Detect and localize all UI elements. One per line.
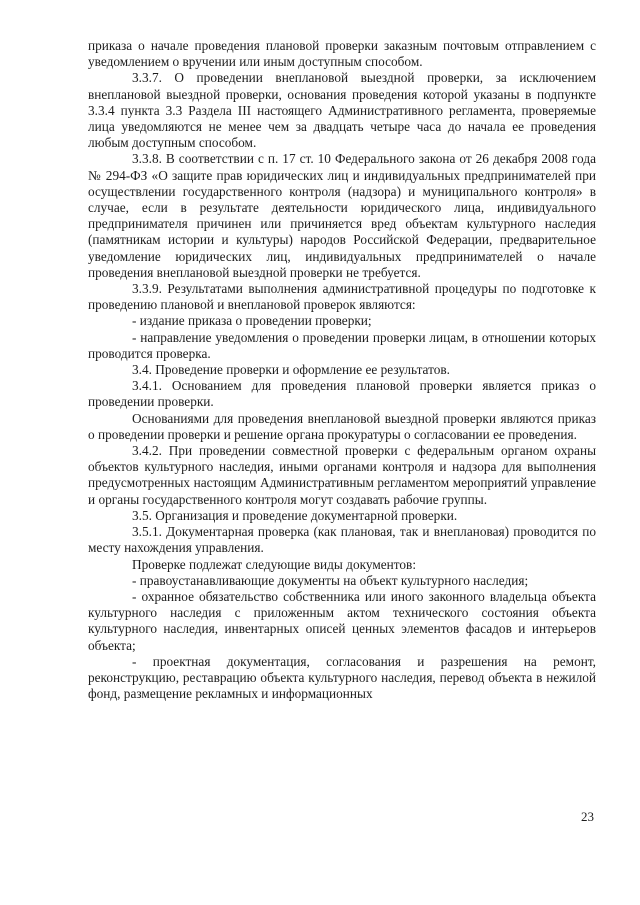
paragraph-3-3-9: 3.3.9. Результатами выполнения административной процедуры по подготовке к проведению плановой и внеплановой проверок являются:: [88, 281, 596, 313]
list-item-project-documentation: - проектная документация, согласования и разрешения на ремонт, реконструкцию, реставрацию объекта культурного наследия, перевод объекта в нежилой фонд, размещение рекламных и информационных: [88, 653, 596, 702]
list-item-title-documents: - правоустанавливающие документы на объект культурного наследия;: [132, 572, 529, 588]
paragraph-3-5-1: 3.5.1. Документарная проверка (как плановая, так и внеплановая) проводится по месту нахождения управления.: [88, 524, 596, 556]
document-body: [88, 38, 596, 702]
paragraph-document-types: Проверке подлежат следующие виды документов:: [132, 556, 417, 572]
heading-3-4: 3.4. Проведение проверки и оформление ее результатов.: [132, 362, 450, 378]
paragraph-3-4-1: 3.4.1. Основанием для проведения плановой проверки является приказ о проведении проверки.: [88, 378, 596, 410]
page-number: 23: [581, 809, 594, 824]
list-item-order: - издание приказа о проведении проверки;: [132, 313, 372, 329]
paragraph-3-3-8: 3.3.8. В соответствии с п. 17 ст. 10 Федерального закона от 26 декабря 2008 года № 294-ФЗ «О защите прав юридических лиц и индивидуальных предпринимателей при осуществлении государственного контроля (надзора) и муниципального контроля» в случае, если в результате деятельности юридического лица, индивидуального предпринимателя причинен или причиняется вред объектам культурного наследия (памятникам истории и культуры) народов Российской Федерации, предварительное уведомление юридических лиц, индивидуальных предпринимателей о начале проведения внеплановой выездной проверки не требуется.: [88, 151, 596, 280]
paragraph-3-4-2: 3.4.2. При проведении совместной проверки с федеральным органом охраны объектов культурного наследия, иными органами контроля и надзора для выполнения предусмотренных настоящим Административным регламентом мероприятий управление и органы государственного контроля могут создавать рабочие группы.: [88, 443, 596, 507]
paragraph-continuation: приказа о начале проведения плановой проверки заказным почтовым отправлением с уведомлением о вручении или иным доступным способом.: [88, 38, 596, 70]
list-item-notification: - направление уведомления о проведении проверки лицам, в отношении которых проводится проверка.: [88, 329, 596, 361]
paragraph-unscheduled-grounds: Основаниями для проведения внеплановой выездной проверки являются приказ о проведении проверки и решение органа прокуратуры о согласовании ее проведения.: [88, 410, 596, 442]
paragraph-3-3-7: 3.3.7. О проведении внеплановой выездной проверки, за исключением внеплановой выездной проверки, основания проведения которой указаны в подпункте 3.3.4 пункта 3.3 Раздела III настоящего Административного регламента, проверяемые лица уведомляются не менее чем за двадцать четыре часа до начала ее проведения любым доступным способом.: [88, 70, 596, 151]
list-item-protection-obligation: - охранное обязательство собственника или иного законного владельца объекта культурного наследия с приложенным актом технического состояния объекта культурного наследия, инвентарных описей ценных элементов фасадов и интерьеров объекта;: [88, 588, 596, 653]
heading-3-5: 3.5. Организация и проведение документарной проверки.: [132, 507, 458, 523]
